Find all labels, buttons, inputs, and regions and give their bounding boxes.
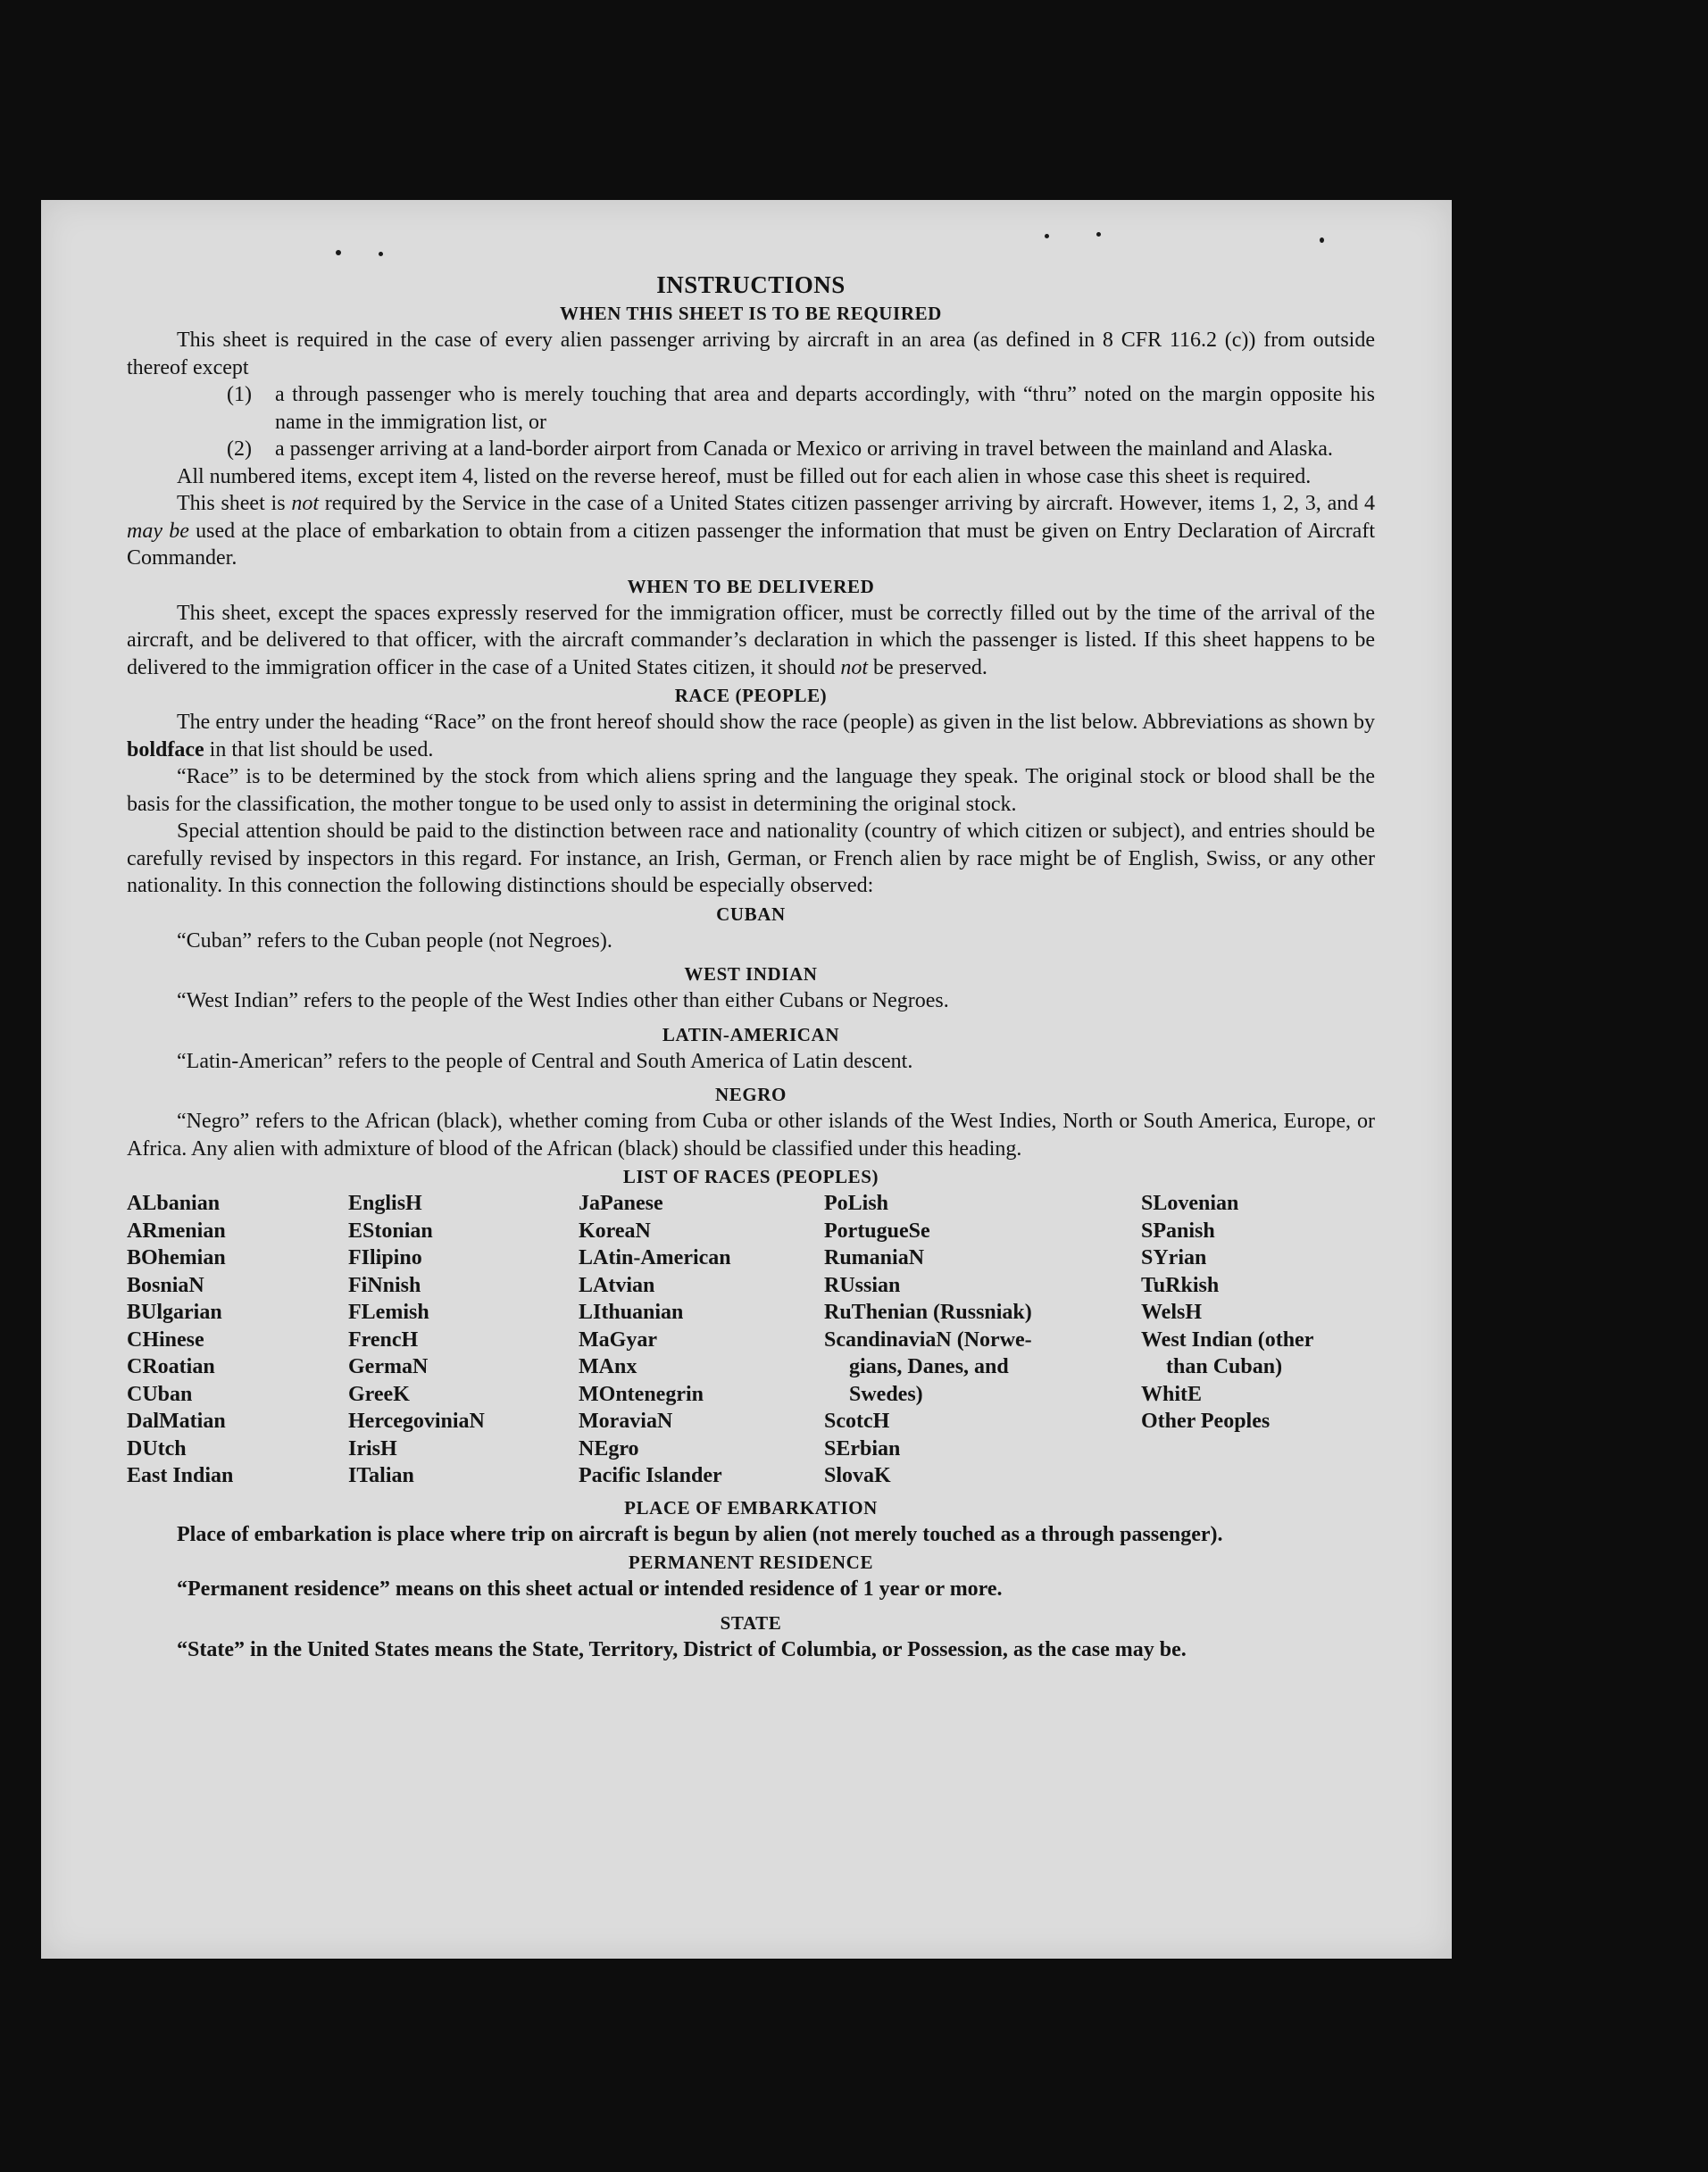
item-number: (1) [227, 383, 252, 406]
race-entry: MOntenegrin [579, 1382, 704, 1406]
race-entry: EnglisH [348, 1192, 422, 1215]
race-entry: SlovaK [824, 1464, 891, 1487]
race-entry: West Indian (other [1141, 1327, 1314, 1352]
exception-item-1 [127, 381, 1375, 436]
text-run: in that list should be used. [204, 737, 434, 761]
paragraph-citizen [127, 490, 1375, 572]
race-entry: BosniaN [127, 1273, 204, 1297]
bold-run: boldface [127, 737, 204, 761]
italic-run: may be [127, 519, 189, 543]
text-permanent-residence: “Permanent residence” means on this sheet actual or intended residence of 1 year or more. [177, 1577, 1003, 1601]
heading-west-indian: WEST INDIAN [684, 963, 818, 985]
race-entry: SErbian [824, 1436, 901, 1460]
race-entry: ScotcH [824, 1410, 890, 1433]
race-entry: LAtvian [579, 1273, 655, 1297]
race-entry: HercegoviniaN [348, 1410, 485, 1433]
heading-place-of-embarkation: PLACE OF EMBARKATION [624, 1496, 878, 1519]
text-west-indian: “West Indian” refers to the people of the West Indies other than either Cubans or Negroes. [177, 989, 949, 1012]
race-entry: DUtch [127, 1436, 187, 1460]
race-entry: WelsH [1141, 1301, 1203, 1324]
race-entry: BOhemian [127, 1246, 226, 1269]
heading-state: STATE [720, 1611, 782, 1634]
paragraph-numbered-items: All numbered items, except item 4, listed on the reverse hereof, must be filled out for each alien in whose case this sheet is required. [177, 464, 1312, 488]
race-entry: FIlipino [348, 1246, 422, 1269]
text-cuban: “Cuban” refers to the Cuban people (not Negroes). [177, 928, 612, 953]
race-entry: East Indian [127, 1464, 234, 1487]
race-column-4 [824, 1190, 1141, 1490]
heading-cuban: CUBAN [716, 903, 786, 925]
exception-item-2 [127, 436, 1375, 463]
paragraph-race-entry [127, 709, 1375, 763]
race-entry: SLovenian [1141, 1192, 1239, 1215]
race-entry: TuRkish [1141, 1273, 1220, 1297]
race-entry: CHinese [127, 1327, 204, 1352]
page-title: INSTRUCTIONS [656, 271, 846, 298]
race-entry: PoLish [824, 1192, 889, 1215]
heading-race: RACE (PEOPLE) [674, 685, 828, 706]
race-entry: GermaN [348, 1355, 429, 1378]
race-entry: FiNnish [348, 1273, 421, 1297]
race-entry: RuThenian (Russniak) [824, 1301, 1032, 1324]
race-entry-continued: gians, Danes, and [849, 1355, 1009, 1378]
race-entry: MAnx [579, 1355, 637, 1378]
race-entry: LIthuanian [579, 1301, 684, 1324]
item-number: (2) [227, 437, 252, 461]
heading-list-of-races: LIST OF RACES (PEOPLES) [622, 1166, 879, 1187]
race-entry: EStonian [348, 1219, 433, 1243]
paragraph-race-nationality: Special attention should be paid to the distinction between race and nationality (country of which citizen or subject), and entries should be carefully revised by inspectors in this regard. For instance, an Irish, German, or French alien by race might be of English, Swiss, or any other nationality. In this connection the following distinctions should be especially observed: [127, 820, 1375, 897]
instruction-sheet [41, 200, 1452, 1959]
race-entry-continued: Swedes) [849, 1382, 923, 1406]
text-negro: “Negro” refers to the African (black), whether coming from Cuba or other islands of the West Indies, North or South America, Europe, or Africa. Any alien with admixture of blood of the African (black) should be classified under this heading. [127, 1110, 1375, 1161]
race-entry: Pacific Islander [579, 1464, 722, 1487]
race-list [127, 1190, 1375, 1490]
race-entry: FLemish [348, 1301, 429, 1324]
race-entry: KoreaN [579, 1219, 651, 1243]
race-entry: ITalian [348, 1464, 414, 1487]
race-entry: SPanish [1141, 1219, 1215, 1243]
text-run: This sheet is [177, 492, 292, 515]
race-entry: LAtin-American [579, 1246, 731, 1269]
race-column-1 [127, 1190, 348, 1490]
text-run: required by the Service in the case of a United States citizen passenger arriving by aircraft. However, items 1, 2, 3, and 4 [318, 492, 1375, 515]
race-entry: WhitE [1141, 1382, 1203, 1406]
item-text: a through passenger who is merely touching that area and departs accordingly, with “thru” noted on the margin opposite his name in the immigration list, or [275, 383, 1375, 434]
race-entry: DalMatian [127, 1410, 226, 1433]
race-entry: IrisH [348, 1436, 397, 1460]
race-column-3 [579, 1190, 824, 1490]
text-run: The entry under the heading “Race” on the front hereof should show the race (people) as given in the list below. Abbreviations as shown by [177, 711, 1375, 734]
race-entry: PortugueSe [824, 1219, 930, 1243]
race-entry: ARmenian [127, 1219, 226, 1243]
race-entry: ALbanian [127, 1192, 221, 1215]
heading-when-required: WHEN THIS SHEET IS TO BE REQUIRED [560, 303, 942, 324]
text-run: be preserved. [868, 655, 987, 679]
text-run: used at the place of embarkation to obtain from a citizen passenger the information that must be given on Entry Declaration of Aircraft Commander. [127, 519, 1375, 570]
scan-speck [336, 250, 341, 255]
race-entry: ScandinaviaN (Norwe- [824, 1327, 1032, 1352]
race-entry: CRoatian [127, 1355, 215, 1378]
race-entry: RumaniaN [824, 1246, 925, 1269]
text-place-of-embarkation: Place of embarkation is place where trip on aircraft is begun by alien (not merely touched as a through passenger). [177, 1522, 1223, 1546]
text-run: This sheet, except the spaces expressly reserved for the immigration officer, must be correctly filled out by the time of the arrival of the aircraft, and be delivered to that officer, with the aircraft commander’s declaration in which the passenger is listed. If this sheet happens to be delivered to the immigration officer in the case of a United States citizen, it should [127, 601, 1375, 679]
race-entry: Other Peoples [1141, 1410, 1271, 1433]
scan-speck [379, 252, 383, 256]
race-entry: CUban [127, 1382, 193, 1406]
race-entry: SYrian [1141, 1246, 1207, 1269]
text-latin-american: “Latin-American” refers to the people of Central and South America of Latin descent. [177, 1049, 913, 1073]
scan-speck [1320, 237, 1324, 243]
race-entry: MaGyar [579, 1327, 657, 1352]
italic-run: not [840, 655, 868, 679]
race-entry: RUssian [824, 1273, 901, 1297]
scan-speck [1096, 232, 1101, 237]
race-entry: NEgro [579, 1436, 639, 1460]
heading-negro: NEGRO [714, 1084, 787, 1105]
race-entry-continued: than Cuban) [1166, 1355, 1283, 1378]
race-entry: MoraviaN [579, 1410, 673, 1433]
race-column-5 [1141, 1190, 1375, 1490]
heading-latin-american: LATIN-AMERICAN [662, 1023, 840, 1045]
scan-speck [1045, 234, 1049, 238]
race-entry: JaPanese [579, 1192, 663, 1215]
heading-permanent-residence: PERMANENT RESIDENCE [628, 1552, 874, 1573]
italic-run: not [291, 492, 319, 515]
item-text: a passenger arriving at a land-border airport from Canada or Mexico or arriving in travel between the mainland and Alaska. [275, 437, 1333, 461]
paragraph-race-stock: “Race” is to be determined by the stock from which aliens spring and the language they speak. The original stock or blood shall be the basis for the classification, the mother tongue to be used only to assist in determining the original stock. [127, 765, 1375, 816]
text-state: “State” in the United States means the State, Territory, District of Columbia, or Possession, as the case may be. [177, 1637, 1187, 1661]
paragraph-delivered [127, 600, 1375, 682]
race-entry: FrencH [348, 1327, 419, 1352]
race-column-2 [348, 1190, 579, 1490]
race-entry: BUlgarian [127, 1301, 222, 1324]
heading-when-delivered: WHEN TO BE DELIVERED [627, 575, 875, 597]
race-entry: GreeK [348, 1382, 410, 1406]
paragraph-required: This sheet is required in the case of every alien passenger arriving by aircraft in an area (as defined in 8 CFR 116.2 (c)) from outside thereof except [127, 329, 1375, 379]
